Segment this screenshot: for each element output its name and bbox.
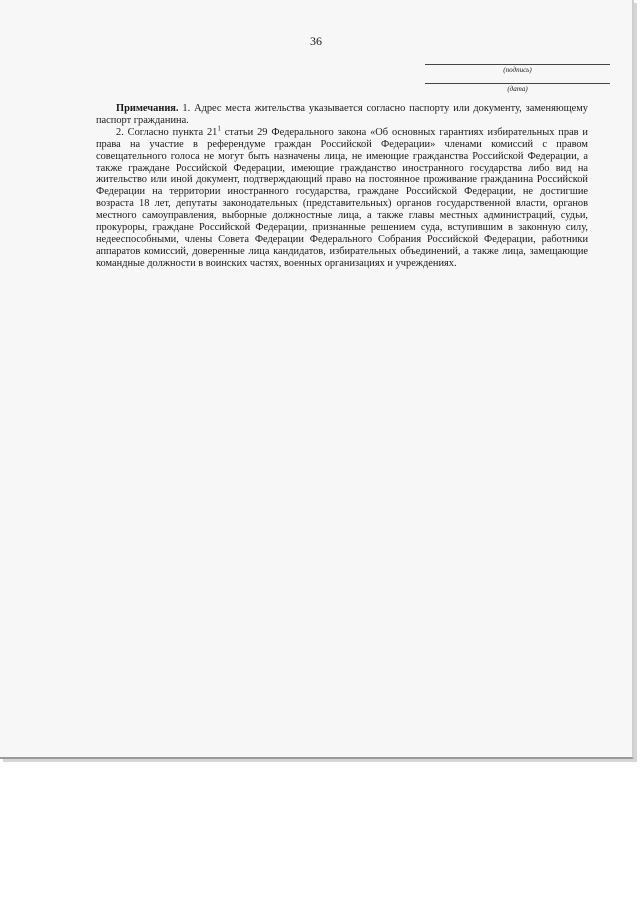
- date-caption: (дата): [507, 85, 528, 93]
- note-2: [96, 124, 588, 270]
- note-1-text: 1. Адрес места жительства указывается согласно паспорту или документу, заменяющему паспорт гражданина.: [96, 103, 588, 126]
- note-2-superscript: 1: [217, 124, 221, 133]
- note-1: [96, 103, 588, 127]
- date-block: [425, 83, 610, 93]
- note-2-start: 2. Согласно пункта 21: [116, 126, 218, 138]
- signature-line: [425, 64, 610, 65]
- notes-section: [96, 103, 588, 270]
- page-number: 36: [310, 34, 322, 48]
- date-line: [425, 83, 610, 84]
- signature-caption: (подпись): [503, 66, 532, 74]
- signature-block: [425, 64, 610, 74]
- note-2-text: статьи 29 Федерального закона «Об основных гарантиях избирательных прав и права на участие в референдуме граждан Российской Федерации» членами комиссий с правом совещательного голоса не могут быть назначены лица, не имеющие гражданства Российской Федерации, а также граждане Российской Федерации, имеющие гражданство иностранного государства либо вид на жительство или иной документ, подтверждающий право на постоянное проживание гражданина Российской Федерации на территории иностранного государства, граждане Российской Федерации, не достигшие возраста 18 лет, депутаты законодательных (представительных) органов государственной власти, органов местного самоуправления, выборные должностные лица, а также главы местных администраций, судьи, прокуроры, граждане Российской Федерации, признанные решением суда, вступившим в законную силу, недееспособными, члены Совета Федерации Федерального Собрания Российской Федерации, работники аппаратов комиссий, доверенные лица кандидатов, избирательных объединений, а также лица, замещающие командные должности в воинских частях, военных организациях и учреждениях.: [96, 126, 588, 269]
- notes-heading: Примечания.: [116, 103, 179, 114]
